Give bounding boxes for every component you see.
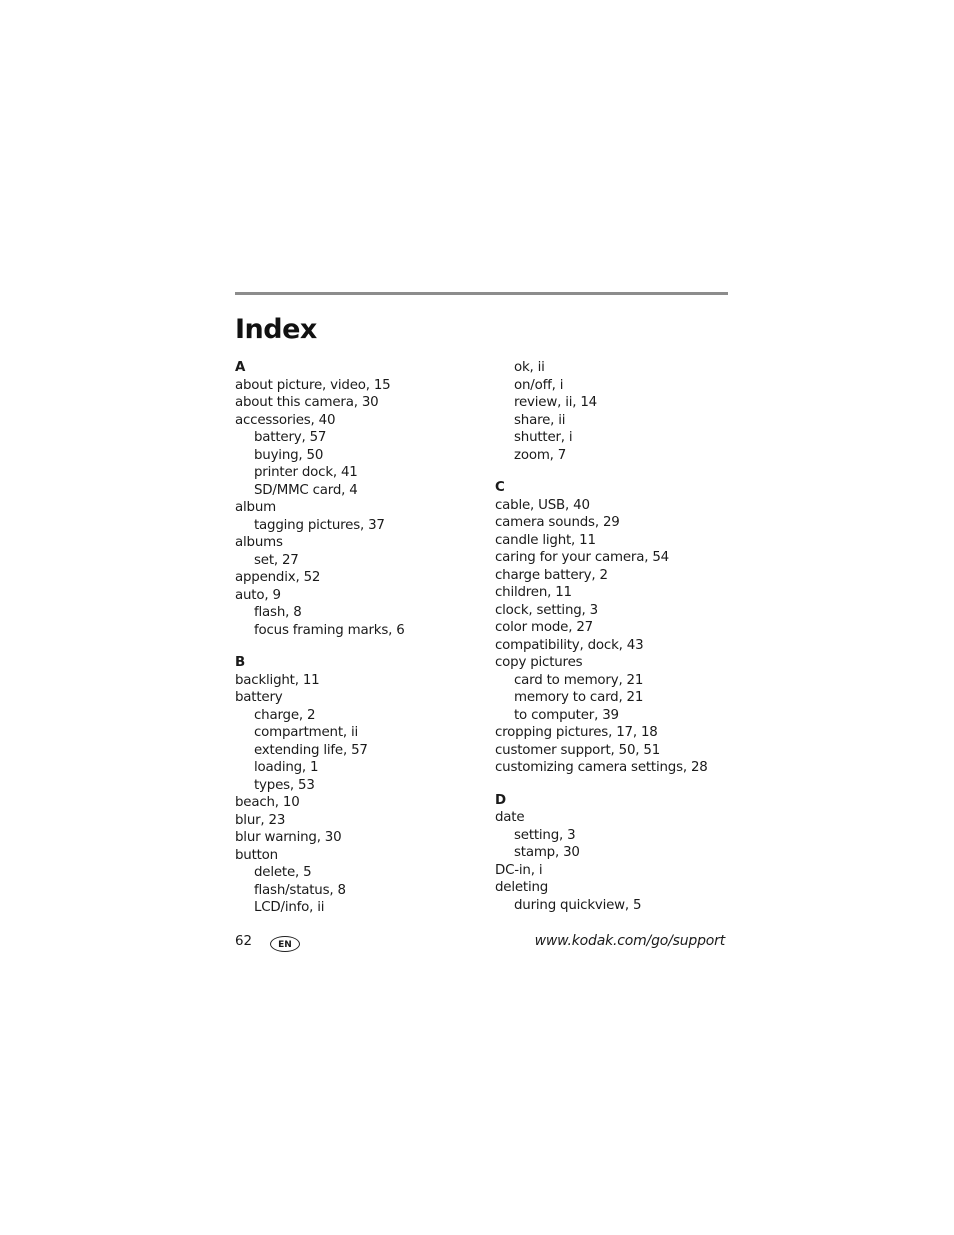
- section-letter: A: [235, 360, 246, 375]
- index-entry: candle light, 11: [495, 532, 596, 548]
- index-subentry: share, ii: [514, 412, 566, 428]
- index-subentry: delete, 5: [254, 865, 312, 880]
- index-subentry: tagging pictures, 37: [254, 517, 385, 533]
- index-entry: customizing camera settings, 28: [495, 760, 708, 775]
- index-subentry: setting, 3: [514, 827, 576, 843]
- support-url: www.kodak.com/go/support: [534, 933, 725, 949]
- index-subentry: loading, 1: [254, 760, 319, 775]
- section-gap: [495, 464, 745, 479]
- index-entry: battery: [235, 690, 283, 705]
- index-subentry: buying, 50: [254, 447, 324, 463]
- section-gap: [495, 777, 745, 792]
- index-entry: copy pictures: [495, 655, 583, 670]
- index-subentry: set, 27: [254, 552, 299, 568]
- section-letter: C: [495, 480, 505, 495]
- index-column-left: [235, 359, 485, 917]
- index-subentry: ok, ii: [514, 360, 545, 375]
- index-subentry: flash/status, 8: [254, 882, 346, 898]
- index-entry: children, 11: [495, 585, 572, 600]
- index-entry: about this camera, 30: [235, 395, 379, 410]
- index-entry: date: [495, 810, 525, 825]
- header-rule: [235, 292, 728, 295]
- index-subentry: zoom, 7: [514, 447, 567, 463]
- index-entry: camera sounds, 29: [495, 515, 620, 530]
- index-entry: appendix, 52: [235, 570, 321, 585]
- index-subentry: memory to card, 21: [514, 690, 644, 705]
- index-entry: DC-in, i: [495, 862, 543, 878]
- page-number: 62: [235, 934, 253, 949]
- index-subentry: battery, 57: [254, 430, 327, 445]
- language-badge: EN: [270, 936, 300, 952]
- index-subentry: stamp, 30: [514, 845, 580, 860]
- index-entry: compatibility, dock, 43: [495, 637, 644, 653]
- index-entry: button: [235, 847, 278, 863]
- index-entry: cropping pictures, 17, 18: [495, 725, 658, 740]
- index-subentry: LCD/info, ii: [254, 900, 325, 915]
- index-subentry: extending life, 57: [254, 742, 368, 758]
- index-entry: clock, setting, 3: [495, 602, 598, 618]
- index-subentry: flash, 8: [254, 605, 302, 620]
- section-letter: B: [235, 655, 246, 670]
- index-subentry: charge, 2: [254, 707, 316, 723]
- index-entry: color mode, 27: [495, 620, 593, 635]
- index-entry: album: [235, 500, 276, 515]
- index-subentry: focus framing marks, 6: [254, 622, 405, 638]
- index-entry: deleting: [495, 880, 549, 895]
- index-subentry: shutter, i: [514, 430, 573, 445]
- section-gap: [235, 639, 485, 654]
- index-subentry: to computer, 39: [514, 707, 619, 723]
- index-entry: cable, USB, 40: [495, 497, 590, 513]
- index-subentry: on/off, i: [514, 377, 564, 393]
- index-subentry: card to memory, 21: [514, 672, 644, 688]
- index-entry: customer support, 50, 51: [495, 742, 661, 758]
- index-subentry: types, 53: [254, 777, 315, 793]
- index-entry: albums: [235, 535, 283, 550]
- index-entry: auto, 9: [235, 587, 281, 603]
- index-entry: backlight, 11: [235, 672, 320, 688]
- index-column-right: [495, 359, 745, 914]
- index-entry: beach, 10: [235, 795, 300, 810]
- index-subentry: review, ii, 14: [514, 395, 597, 410]
- index-entry: charge battery, 2: [495, 567, 608, 583]
- index-entry: caring for your camera, 54: [495, 550, 669, 565]
- index-subentry: compartment, ii: [254, 725, 359, 740]
- index-subentry: SD/MMC card, 4: [254, 482, 358, 498]
- index-entry: blur, 23: [235, 812, 286, 828]
- page-title: Index: [235, 314, 317, 345]
- index-entry: blur warning, 30: [235, 830, 342, 845]
- index-subentry: during quickview, 5: [514, 897, 642, 913]
- index-subentry: printer dock, 41: [254, 465, 358, 480]
- index-entry: accessories, 40: [235, 412, 336, 428]
- index-entry: about picture, video, 15: [235, 377, 391, 393]
- section-letter: D: [495, 792, 507, 808]
